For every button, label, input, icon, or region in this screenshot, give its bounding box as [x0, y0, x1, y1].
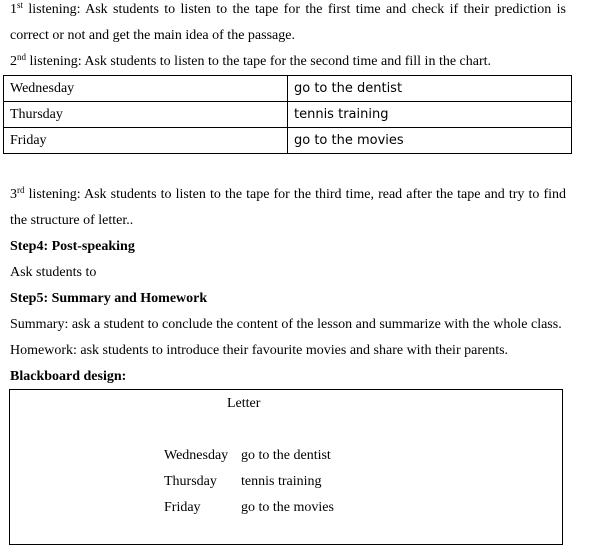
step5-heading: Step5: Summary and Homework — [10, 291, 208, 306]
table-cell-day: Friday — [4, 128, 288, 154]
listening3-suffix: rd — [17, 185, 25, 195]
step4-text: Ask students to — [10, 265, 97, 280]
blackboard-day: Friday — [164, 500, 201, 515]
blackboard-title: Letter — [227, 396, 261, 411]
table-cell-activity: go to the movies — [288, 128, 572, 154]
listening1-text: listening: Ask students to listen to the tape for the first time and check if their prediction is — [28, 2, 567, 17]
table-row — [4, 102, 572, 128]
listening3-text: listening: Ask students to listen to the tape for the third time, read after the tape and try to find — [28, 187, 566, 202]
table-cell-activity: tennis training — [288, 102, 572, 128]
listening3-number: 3 — [10, 187, 17, 202]
listening1-number: 1 — [10, 2, 17, 17]
table-row — [4, 128, 572, 154]
table-row — [4, 76, 572, 102]
blackboard-activity: go to the movies — [241, 500, 334, 515]
listening-chart-table — [3, 75, 572, 154]
listening2-text: listening: Ask students to listen to the tape for the second time and fill in the chart. — [29, 54, 492, 69]
step5-summary: Summary: ask a student to conclude the content of the lesson and summarize with the whole class. — [10, 317, 562, 332]
listening2-number: 2 — [10, 54, 17, 69]
table-cell-day: Wednesday — [4, 76, 288, 102]
blackboard-activity: go to the dentist — [241, 448, 331, 463]
listening2-line — [10, 54, 491, 70]
listening3-line2: the structure of letter.. — [10, 213, 134, 228]
step4-heading: Step4: Post-speaking — [10, 239, 135, 254]
table-cell-activity: go to the dentist — [288, 76, 572, 102]
blackboard-day: Wednesday — [164, 448, 229, 463]
blackboard-design-box — [9, 389, 563, 545]
listening1-suffix: st — [17, 0, 24, 10]
table-cell-day: Thursday — [4, 102, 288, 128]
blackboard-activity: tennis training — [241, 474, 322, 489]
blackboard-heading: Blackboard design: — [10, 369, 127, 384]
listening2-suffix: nd — [17, 52, 26, 62]
listening1-line1 — [10, 2, 566, 18]
listening3-line1 — [10, 187, 566, 203]
step5-homework: Homework: ask students to introduce their favourite movies and share with their parents. — [10, 343, 509, 358]
listening1-line2: correct or not and get the main idea of the passage. — [10, 28, 295, 43]
blackboard-day: Thursday — [164, 474, 217, 489]
